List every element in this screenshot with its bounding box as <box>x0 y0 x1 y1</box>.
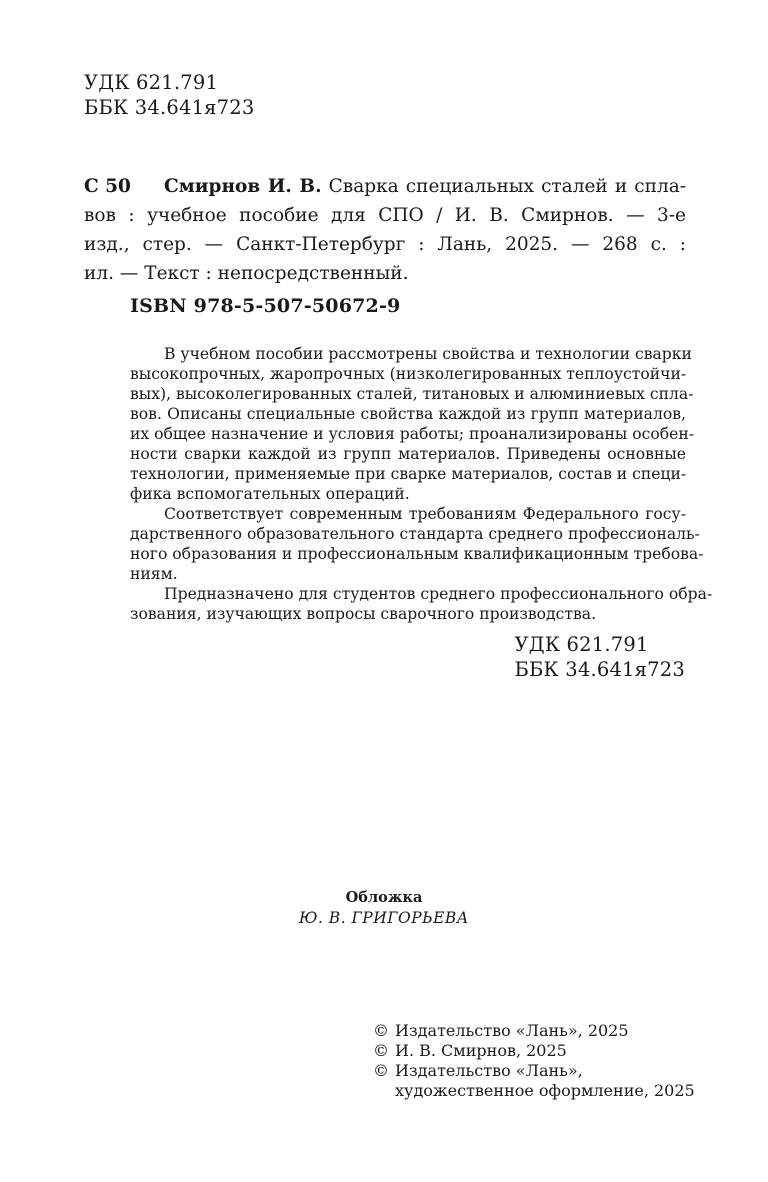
annotation-line: ного образования и профессиональным квалификационным требова- <box>130 545 704 563</box>
annotation-line: В учебном пособии рассмотрены свойства и технологии сварки <box>164 345 692 363</box>
copyright-line-continuation: художественное оформление, 2025 <box>395 1081 695 1100</box>
bbk-code: ББК 34.641я723 <box>514 658 685 681</box>
isbn: ISBN 978-5-507-50672-9 <box>130 295 401 317</box>
annotation-line: технологии, применяемые при сварке материалов, состав и специ- <box>130 465 687 483</box>
annotation-line: зования, изучающих вопросы сварочного производства. <box>130 605 597 623</box>
annotation-line: дарственного образовательного стандарта среднего профессиональ- <box>130 525 700 543</box>
classification-codes-top <box>84 70 255 120</box>
copyright-text: Издательство «Лань», <box>395 1061 583 1080</box>
copyright-text: И. В. Смирнов, 2025 <box>395 1041 567 1060</box>
biblio-line-2: вов : учебное пособие для СПО / И. В. Смирнов. — 3-е <box>84 205 686 226</box>
copyright-line <box>373 1021 695 1041</box>
copyright-symbol: © <box>373 1021 389 1040</box>
copyright-symbol: © <box>373 1041 389 1060</box>
bbk-code: ББК 34.641я723 <box>84 96 255 119</box>
biblio-line-3: изд., стер. — Санкт-Петербург : Лань, 2025. — 268 с. : <box>84 234 686 255</box>
annotation-line: ниям. <box>130 565 178 583</box>
classification-codes-bottom <box>514 632 685 682</box>
copyright-line <box>373 1061 695 1081</box>
copyright-line <box>373 1041 695 1061</box>
annotation-line: Соответствует современным требованиям Федерального госу- <box>164 505 686 523</box>
annotation-line: высокопрочных, жаропрочных (низколегированных теплоустойчи- <box>130 365 687 383</box>
bibliographic-description <box>84 172 686 288</box>
title-start: Сварка специальных сталей и спла- <box>328 176 686 197</box>
copyright-notices <box>373 1021 695 1101</box>
cover-credit <box>284 888 484 928</box>
annotation-line: Предназначено для студентов среднего профессионального обра- <box>164 585 713 603</box>
copyright-text: Издательство «Лань», 2025 <box>395 1021 629 1040</box>
biblio-line-1 <box>84 172 686 201</box>
author-name: Смирнов И. В. <box>164 176 322 197</box>
udk-code: УДК 621.791 <box>514 633 649 656</box>
annotation <box>130 344 713 624</box>
biblio-line-4: ил. — Текст : непосредственный. <box>84 263 409 284</box>
cover-designer: Ю. В. ГРИГОРЬЕВА <box>298 909 470 927</box>
copyright-symbol: © <box>373 1061 389 1080</box>
annotation-line: ности сварки каждой из групп материалов. Приведены основные <box>130 445 686 463</box>
udk-code: УДК 621.791 <box>84 71 219 94</box>
author-mark-code: С 50 <box>84 176 131 197</box>
cover-label: Обложка <box>345 889 423 906</box>
annotation-line: вов. Описаны специальные свойства каждой из групп материалов, <box>130 405 686 423</box>
annotation-line: их общее назначение и условия работы; проанализированы особен- <box>130 425 694 443</box>
annotation-line: фика вспомогательных операций. <box>130 485 410 503</box>
annotation-line: вых), высоколегированных сталей, титановых и алюминиевых спла- <box>130 385 694 403</box>
bibliographic-record <box>84 172 686 288</box>
